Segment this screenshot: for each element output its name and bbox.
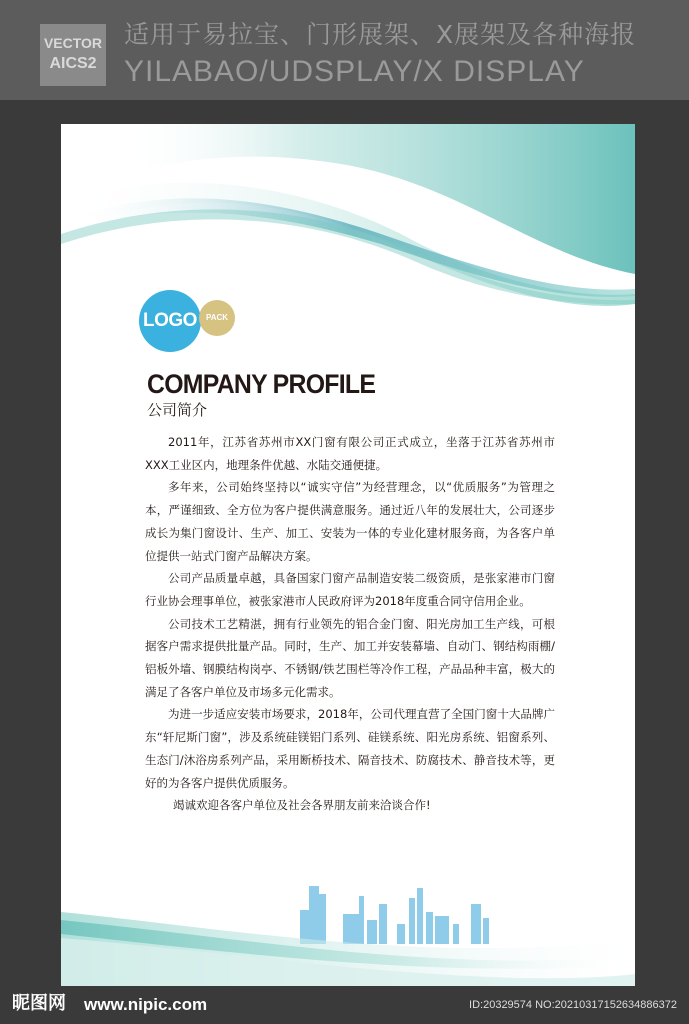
site-logo: 昵图网 xyxy=(12,993,66,1014)
paragraph: 为进一步适应安装市场要求，2018年，公司代理直营了全国门窗十大品牌广东“轩尼斯门窗”，涉及系统硅镁铝门系列、硅镁系统、阳光房系统、铝窗系列、生态门/沐浴房系列产品，采用断桥技术、隔音技术、防腐技术、静音技术等，更好的为各客户提供优质服务。 xyxy=(145,707,555,790)
vector-badge xyxy=(40,24,106,86)
bottom-skyline-decoration xyxy=(61,864,635,986)
site-url[interactable]: www.nipic.com xyxy=(84,995,208,1014)
closing-line: 竭诚欢迎各客户单位及社会各界朋友前来洽谈合作! xyxy=(173,798,431,813)
paragraph: 2011年，江苏省苏州市XX门窗有限公司正式成立，坐落于江苏省苏州市XXX工业区内，地理条件优越、水陆交通便捷。 xyxy=(145,435,555,472)
badge-line2: AICS2 xyxy=(49,55,97,72)
city-skyline-icon xyxy=(300,886,489,944)
image-id-text: ID:20329574 NO:20210317152634886372 xyxy=(469,999,677,1011)
poster-sheet xyxy=(61,124,635,986)
paragraph: 公司产品质量卓越，具备国家门窗产品制造安装二级资质，是张家港市门窗行业协会理事单位，被张家港市人民政府评为2018年度重合同守信用企业。 xyxy=(145,571,555,608)
company-logo: LOGO xyxy=(139,290,201,352)
profile-title-en: COMPANY PROFILE xyxy=(147,369,376,399)
logo-pack-badge: PACK xyxy=(199,300,235,336)
profile-title-cn: 公司简介 xyxy=(147,401,208,419)
paragraph: 多年来，公司始终坚持以“诚实守信”为经营理念，以“优质服务”为管理之本，严谨细致、全方位为客户提供满意服务。通过近八年的发展壮大，公司逐步成长为集门窗设计、生产、加工、安装为一体的专业化建材服务商，为各客户单位提供一站式门窗产品解决方案。 xyxy=(145,480,555,563)
top-wave-decoration xyxy=(61,124,635,324)
banner-title-en: YILABAO/UDSPLAY/X DISPLAY xyxy=(124,55,585,88)
paragraph: 公司技术工艺精湛，拥有行业领先的铝合金门窗、阳光房加工生产线，可根据客户需求提供批量产品。同时，生产、加工并安装幕墙、自动门、钢结构雨棚/铝板外墙、钢膜结构岗亭、不锈钢/铁艺围栏等冷作工程，产品品种丰富，极大的满足了各客户单位及市场多元化需求。 xyxy=(145,616,555,699)
badge-line1: VECTOR xyxy=(43,35,103,51)
profile-body xyxy=(145,431,555,817)
top-banner xyxy=(0,0,689,100)
banner-title-cn: 适用于易拉宝、门形展架、X展架及各种海报 xyxy=(124,20,637,49)
